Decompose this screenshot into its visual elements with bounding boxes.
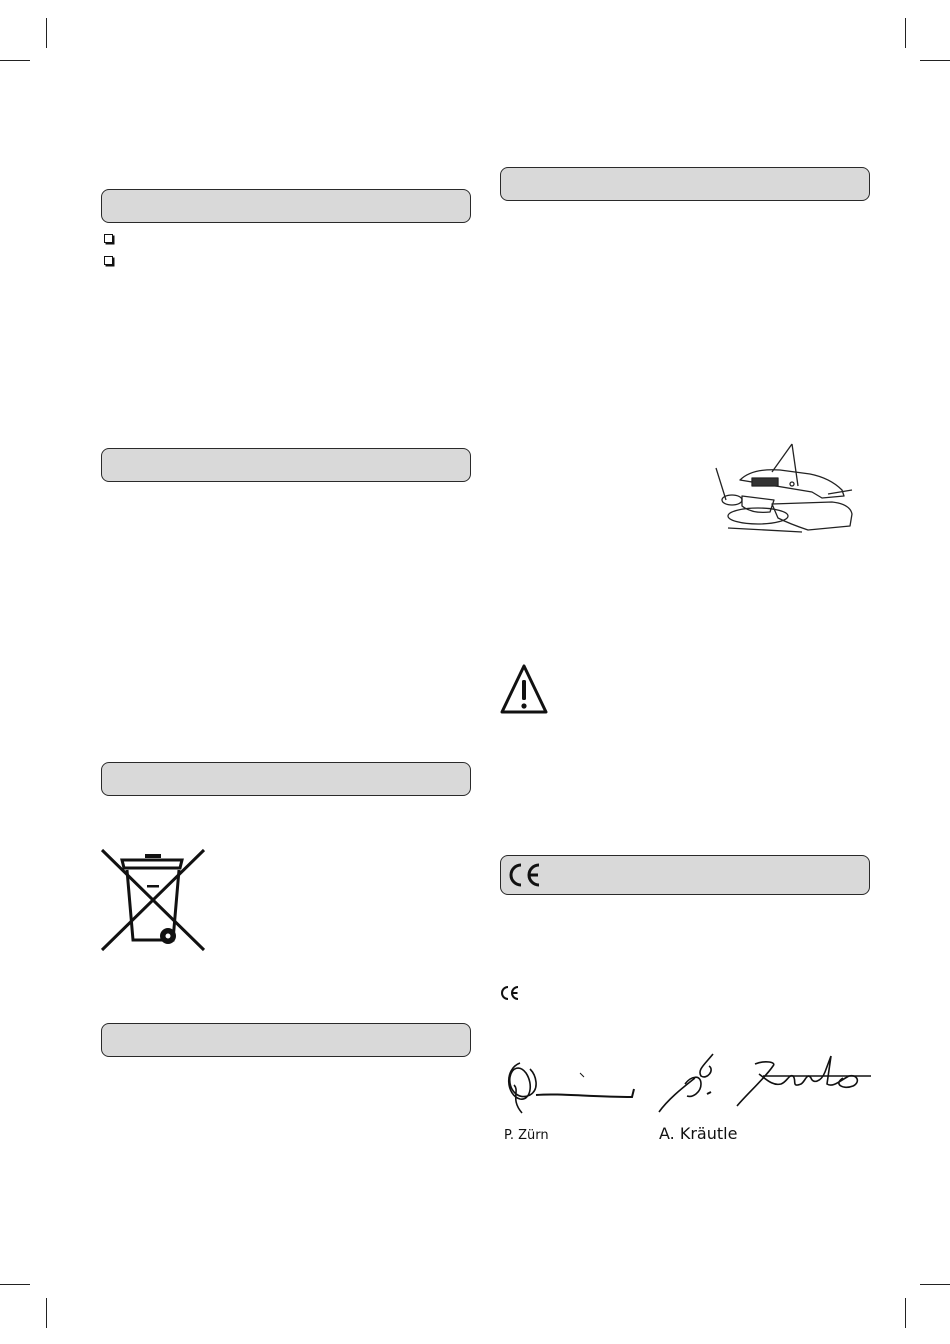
crop-mark: [46, 1298, 47, 1328]
warning-triangle-icon: [499, 662, 549, 716]
section-header-bar: [101, 189, 471, 223]
crop-mark: [905, 1298, 906, 1328]
signatory-name-right: A. Kräutle: [659, 1124, 738, 1143]
checkbox-icon: [104, 256, 113, 265]
crop-mark: [0, 60, 30, 61]
crop-mark: [46, 18, 47, 48]
section-header-bar: [101, 1023, 471, 1057]
signature-left: [500, 1055, 640, 1115]
orbital-sander-illustration: [712, 440, 862, 535]
crop-mark: [0, 1284, 30, 1285]
ce-section-header-bar: [500, 855, 870, 895]
crop-mark: [920, 60, 950, 61]
crop-mark: [905, 18, 906, 48]
ce-mark-icon: [500, 985, 520, 1001]
section-header-bar: [101, 762, 471, 796]
crossed-out-wheelie-bin-icon: [100, 848, 206, 952]
checkbox-icon: [104, 234, 113, 243]
ce-mark-icon: [507, 862, 543, 888]
section-header-bar: [101, 448, 471, 482]
crop-mark: [920, 1284, 950, 1285]
signature-right: [655, 1050, 875, 1120]
section-header-bar: [500, 167, 870, 201]
signatory-name-left: P. Zürn: [504, 1128, 549, 1143]
